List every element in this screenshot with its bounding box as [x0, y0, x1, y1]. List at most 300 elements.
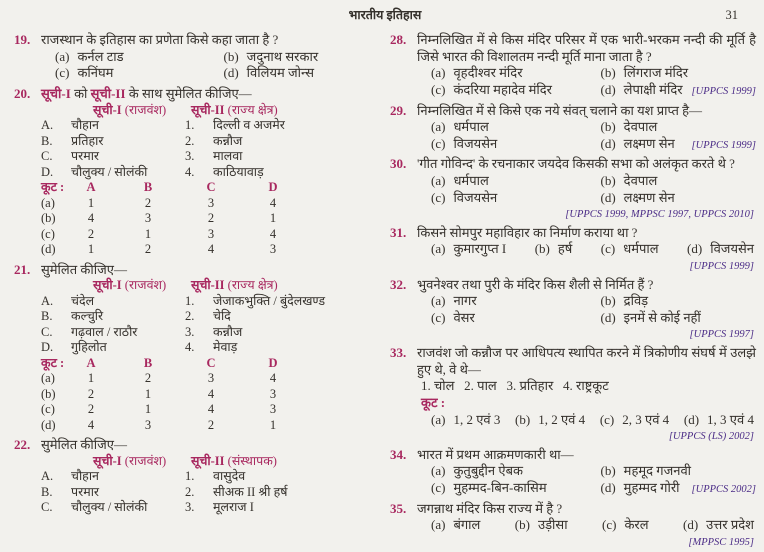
question-number: 31. [390, 224, 407, 240]
pair-letter: B. [41, 484, 53, 499]
question-34 [390, 447, 756, 497]
option-c [602, 517, 649, 534]
code-value: 4 [207, 402, 215, 417]
code-value: 2 [144, 195, 152, 210]
option-d [687, 241, 754, 258]
code-value: 3 [207, 371, 215, 386]
question-text: 'गीत गोविन्द' के रचनाकार जयदेव किसकी सभा को अलंकृत करते थे ? [417, 156, 735, 172]
option-a [431, 412, 500, 429]
pair-number: 2. [185, 133, 195, 148]
option-label: (d) [682, 517, 699, 533]
list-name-highlight: सूची-II [90, 85, 126, 101]
option-text: उड़ीसा [537, 517, 568, 533]
match-lists [41, 278, 378, 433]
code-value: 4 [87, 211, 95, 225]
question-20 [14, 86, 378, 258]
pair-right-text: जेजाकभुक्ति / बुंदेलखण्ड [213, 293, 326, 308]
list2-header [191, 103, 378, 119]
question-33 [390, 345, 756, 443]
option-label: (a) [431, 65, 446, 81]
option-label: (b) [600, 119, 616, 135]
koot-label: कूट : [41, 180, 65, 194]
page-header [14, 0, 756, 32]
match-lists [41, 454, 378, 516]
question-28 [390, 32, 756, 99]
code-value: 1 [269, 417, 277, 432]
option-label: (a) [431, 119, 446, 135]
code-column-header: C [206, 355, 216, 370]
code-row [41, 196, 378, 212]
option-text: जदुनाथ सरकार [246, 48, 319, 64]
option-d [684, 412, 754, 429]
option-label: (a) [55, 48, 70, 64]
code-row [41, 418, 378, 434]
code-value: 3 [207, 226, 215, 241]
list1-header [41, 454, 191, 470]
question-body [41, 437, 378, 516]
pair-left-text: कल्चुरि [71, 309, 104, 324]
list1-name: सूची-I [93, 278, 122, 293]
question-text: सुमेलित कीजिए— [41, 261, 127, 277]
code-row-label: (c) [41, 402, 55, 417]
option-label: (a) [431, 463, 446, 479]
code-value: 4 [207, 242, 215, 256]
question-text: किसने सोमपुर महाविहार का निर्माण कराया था ? [417, 224, 638, 240]
question-number: 32. [390, 276, 407, 292]
code-value: 4 [207, 386, 215, 401]
question-number: 28. [390, 32, 407, 47]
option-text: वेसर [453, 309, 475, 325]
option-label: (d) [687, 241, 703, 257]
pair-letter: D. [41, 340, 54, 355]
option-d [587, 190, 757, 207]
pair-right-text: सीअक II श्री हर्ष [213, 484, 288, 499]
option-label: (c) [431, 81, 446, 97]
option-a [417, 463, 587, 480]
pair-left-text: चौलुक्य / सोलंकी [71, 164, 148, 179]
pair-left-text: चौलुक्य / सोलंकी [71, 500, 148, 515]
option-text: मुहम्मद गोरी [623, 479, 680, 495]
pair-left-text: प्रतिहार [71, 133, 104, 148]
option-b [535, 241, 573, 258]
question-text: जगन्नाथ मंदिर किस राज्य में है ? [417, 500, 563, 516]
options [417, 293, 756, 326]
question-body [417, 225, 756, 273]
question-body [41, 32, 378, 82]
pair-number: 3. [185, 149, 195, 163]
code-column-header: B [143, 355, 153, 370]
match-pair [41, 325, 378, 341]
option-text: कनिंघम [77, 65, 114, 81]
option-text: लक्ष्मण सेन [623, 135, 675, 151]
exam-citation: [UPPCS 1999, MPPSC 1997, UPPCS 2010] [565, 209, 754, 221]
option-label: (d) [600, 479, 616, 495]
option-label: (c) [431, 309, 446, 325]
code-value: 4 [87, 417, 95, 432]
option-a [41, 49, 210, 66]
option-b [587, 293, 757, 310]
match-pair [41, 294, 378, 310]
option-b [587, 463, 757, 480]
option-text: मुहम्मद-बिन-कासिम [453, 479, 547, 495]
pair-number: 1. [185, 118, 195, 132]
option-text: विजयसेन [710, 241, 754, 257]
pair-letter: D. [41, 164, 54, 179]
pair-right-text: काठियावाड़ [213, 164, 264, 179]
option-label: (c) [600, 241, 616, 257]
list1-header [41, 278, 191, 294]
option-label: (b) [515, 411, 531, 427]
question-number: 21. [14, 261, 31, 277]
question-29 [390, 103, 756, 153]
question-number: 29. [390, 102, 407, 118]
citation-line [417, 534, 756, 549]
option-text: लेपाक्षी मंदिर [623, 81, 683, 97]
code-row-label: (a) [41, 195, 55, 210]
pair-right-text: कन्नौज [213, 133, 243, 148]
question-text-segment: के साथ सुमेलित कीजिए— [125, 85, 252, 101]
match-pair [41, 309, 378, 325]
list2-category: (राज्य क्षेत्र) [224, 102, 278, 117]
list2-name: सूची-II [191, 453, 225, 468]
question-body [417, 32, 756, 99]
options [417, 517, 756, 534]
option-c [417, 136, 587, 153]
pair-letter: C. [41, 324, 53, 339]
question-19 [14, 32, 378, 82]
option-c [600, 412, 669, 429]
code-row [41, 387, 378, 403]
option-c [601, 241, 659, 258]
pair-right-text: दिल्ली व अजमेर [213, 118, 285, 132]
citation-line [417, 326, 756, 341]
question-31 [390, 225, 756, 273]
match-pair [41, 134, 378, 150]
option-text: विजयसेन [453, 189, 498, 205]
citation-line [417, 206, 756, 221]
question-text: राजवंश जो कन्नौज पर आधिपत्य स्थापित करने में त्रिकोणीय संघर्ष में उलझे हुए थे, वे थे— [417, 345, 756, 377]
code-column-header: A [86, 355, 96, 370]
option-label: (c) [55, 65, 70, 81]
option-a [417, 293, 587, 310]
match-pair [41, 340, 378, 356]
code-row [41, 227, 378, 243]
option-label: (d) [600, 135, 616, 151]
option-label: (c) [431, 135, 446, 151]
question-number: 19. [14, 32, 31, 47]
option-c [417, 82, 587, 99]
option-text: धर्मपाल [453, 119, 489, 135]
option-a [431, 517, 480, 534]
option-label: (b) [600, 173, 616, 188]
pair-left-text: चौहान [71, 118, 99, 132]
option-label: (a) [431, 293, 446, 309]
option-label: (a) [431, 173, 446, 188]
code-value: 2 [207, 211, 215, 225]
option-c [417, 480, 587, 497]
option-text: विलियम जोन्स [246, 65, 314, 81]
question-number: 34. [390, 446, 407, 462]
code-value: 3 [144, 211, 152, 225]
option-text: लक्ष्मण सेन [623, 189, 675, 205]
exam-citation: [UPPCS 1999] [691, 139, 756, 151]
code-value: 2 [87, 226, 95, 241]
option-text: कुतुबुद्दीन ऐबक [453, 463, 523, 479]
pair-left-text: चंदेल [71, 293, 95, 308]
option-label: (c) [602, 517, 617, 533]
list-name-highlight: सूची-I [41, 85, 71, 101]
options [41, 49, 378, 82]
option-b [210, 49, 379, 66]
pair-right-text: मालवा [213, 149, 243, 163]
left-question-column [14, 32, 378, 520]
question-22 [14, 437, 378, 516]
pair-number: 3. [185, 324, 195, 339]
option-text: कंदरिया महादेव मंदिर [453, 81, 552, 97]
pair-letter: A. [41, 293, 54, 308]
question-body [417, 156, 756, 220]
option-text: विजयसेन [453, 135, 498, 151]
list2-category: (राज्य क्षेत्र) [224, 278, 278, 293]
code-row-label: (a) [41, 371, 55, 386]
option-c [417, 310, 587, 327]
option-label: (d) [683, 411, 700, 427]
option-label: (c) [431, 479, 446, 495]
code-value: 3 [207, 195, 215, 210]
option-label: (c) [599, 411, 615, 427]
option-d [683, 517, 754, 534]
match-pair [41, 469, 378, 485]
code-value: 2 [87, 386, 95, 401]
code-row-label: (c) [41, 226, 55, 241]
options [417, 412, 756, 429]
option-a [431, 241, 506, 258]
list2-name: सूची-II [191, 278, 225, 293]
question-text: निम्नलिखित में से किस मंदिर परिसर में एक भारी-भरकम नन्दी की मूर्ति है जिसे भारत की विशालतम नन्दी मूर्ति माना जाता है ? [417, 32, 756, 64]
option-b [587, 65, 757, 82]
option-label: (a) [431, 411, 446, 427]
question-body [417, 103, 756, 153]
code-value: 3 [269, 242, 277, 256]
list1-name: सूची-I [93, 102, 122, 117]
code-column-header: B [143, 180, 153, 194]
option-d [587, 82, 757, 99]
code-row-label: (b) [41, 211, 56, 225]
list2-name: सूची-II [191, 102, 225, 117]
code-row [41, 371, 378, 387]
list2-header [191, 454, 378, 470]
question-32 [390, 277, 756, 341]
pair-left-text: परमार [71, 484, 100, 499]
match-list-headers [41, 278, 378, 294]
question-body [417, 277, 756, 341]
option-b [587, 173, 757, 190]
code-value: 3 [144, 417, 152, 432]
code-value: 4 [269, 226, 277, 241]
option-b [515, 412, 585, 429]
question-body [417, 501, 756, 549]
question-text [41, 86, 378, 103]
code-value: 2 [144, 371, 152, 386]
options [417, 119, 756, 152]
question-text: राजस्थान के इतिहास का प्रणेता किसे कहा जाता है ? [41, 32, 279, 47]
option-label: (b) [223, 48, 239, 64]
exam-citation: [UPPCS 1999] [689, 261, 754, 273]
option-a [417, 119, 587, 136]
statement-list: 1. चोल 2. पाल 3. प्रतिहार 4. राष्ट्रकूट [421, 378, 609, 394]
option-d [587, 480, 757, 497]
pair-left-text: परमार [71, 149, 100, 163]
question-text: निम्नलिखित में से किसे एक नये संवत् चलाने का यश प्राप्त है— [417, 102, 703, 118]
options [417, 65, 756, 98]
code-value: 3 [269, 386, 277, 401]
match-list-headers [41, 454, 378, 470]
match-pair [41, 500, 378, 516]
pair-letter: B. [41, 133, 53, 148]
match-pair [41, 165, 378, 181]
option-d [587, 310, 757, 327]
citation-line [417, 428, 756, 443]
pair-left-text: गुहिलोत [71, 340, 107, 355]
pair-left-text: गढ़वाल / राठौर [71, 324, 138, 339]
list1-category: (राजवंश) [121, 102, 167, 117]
code-value: 1 [87, 242, 95, 256]
code-row-label: (d) [41, 417, 56, 432]
option-label: (d) [600, 189, 616, 205]
citation-line [417, 258, 756, 273]
code-row [41, 402, 378, 418]
option-c [417, 190, 587, 207]
option-text: इनमें से कोई नहीं [623, 309, 701, 325]
right-question-column [390, 32, 756, 552]
code-value: 4 [269, 371, 277, 386]
option-label: (d) [223, 65, 239, 81]
pair-number: 2. [185, 309, 195, 324]
pair-letter: B. [41, 309, 53, 324]
question-number: 35. [390, 500, 407, 516]
code-column-header: D [268, 355, 278, 370]
option-text: देवपाल [623, 173, 658, 188]
option-text: 1, 2 एवं 4 [538, 411, 586, 427]
code-value: 1 [87, 371, 95, 386]
code-header-row [41, 356, 378, 372]
code-header-row [41, 180, 378, 196]
exam-citation: [MPPSC 1995] [688, 536, 754, 548]
pair-letter: C. [41, 500, 53, 515]
pair-number: 1. [185, 469, 195, 484]
options [417, 463, 756, 496]
question-30 [390, 156, 756, 220]
option-d [210, 65, 379, 82]
option-text: महमूद गजनवी [623, 463, 692, 479]
question-number: 20. [14, 85, 31, 101]
option-label: (b) [600, 65, 616, 81]
question-number: 30. [390, 156, 407, 172]
question-text: भुवनेश्वर तथा पुरी के मंदिर किस शैली से निर्मित हैं ? [417, 276, 654, 292]
code-column-header: C [206, 180, 216, 194]
option-label: (a) [431, 517, 446, 533]
code-row [41, 211, 378, 227]
match-list-headers [41, 103, 378, 119]
code-value: 3 [269, 402, 277, 417]
option-text: 2, 3 एवं 4 [622, 411, 670, 427]
exam-citation: [UPPCS (LS) 2002] [668, 431, 754, 443]
question-35 [390, 501, 756, 549]
question-body [41, 262, 378, 434]
pair-right-text: चेदि [213, 309, 231, 324]
list1-category: (राजवंश) [121, 453, 167, 468]
exam-citation: [UPPCS 1999] [691, 85, 756, 97]
match-pair [41, 485, 378, 501]
pair-right-text: कन्नौज [213, 324, 243, 339]
code-value: 2 [207, 417, 215, 432]
match-pair [41, 118, 378, 134]
question-text: सुमेलित कीजिए— [41, 437, 127, 453]
pair-number: 2. [185, 484, 195, 499]
option-b [587, 119, 757, 136]
option-label: (c) [431, 189, 446, 205]
pair-right-text: मेवाड़ [213, 340, 238, 355]
list1-category: (राजवंश) [121, 278, 167, 293]
page-number: 31 [725, 8, 738, 22]
code-value: 2 [87, 402, 95, 417]
option-text: धर्मपाल [623, 241, 659, 257]
code-column-header: D [268, 180, 278, 194]
option-label: (b) [600, 463, 616, 479]
option-label: (b) [514, 517, 530, 533]
options [417, 241, 756, 258]
koot-label: कूट : [421, 394, 446, 410]
option-text: कर्नल टाड [77, 48, 124, 64]
question-number: 33. [390, 345, 407, 361]
code-value: 1 [144, 386, 152, 401]
option-label: (b) [534, 241, 550, 257]
option-text: बंगाल [453, 517, 481, 533]
code-column-header: A [86, 180, 96, 194]
list1-header [41, 103, 191, 119]
list1-name: सूची-I [93, 453, 122, 468]
option-b [515, 517, 568, 534]
code-row-label: (d) [41, 242, 56, 256]
pair-number: 4. [185, 164, 195, 179]
pair-letter: A. [41, 118, 54, 132]
option-a [417, 173, 587, 190]
option-text: कुमारगुप्त I [453, 241, 507, 257]
option-a [417, 65, 587, 82]
code-value: 2 [144, 242, 152, 256]
option-text: 1, 2 एवं 3 [453, 411, 501, 427]
question-columns [14, 32, 756, 552]
option-text: 1, 3 एवं 4 [707, 411, 754, 427]
pair-letter: C. [41, 149, 53, 163]
question-number: 22. [14, 437, 31, 453]
code-value: 1 [144, 226, 152, 241]
code-row-label: (b) [41, 386, 56, 401]
question-body [417, 345, 756, 443]
option-text: वृहदीश्वर मंदिर [453, 65, 523, 81]
match-pair [41, 149, 378, 165]
pair-number: 4. [185, 340, 195, 355]
question-body [41, 86, 378, 258]
question-text: भारत में प्रथम आक्रमणकारी था— [417, 446, 574, 462]
pair-letter: A. [41, 469, 54, 484]
option-text: देवपाल [623, 119, 658, 135]
option-text: धर्मपाल [453, 173, 489, 188]
option-d [587, 136, 757, 153]
option-label: (a) [431, 241, 446, 257]
code-value: 1 [87, 195, 95, 210]
pair-right-text: मूलराज I [213, 500, 254, 515]
